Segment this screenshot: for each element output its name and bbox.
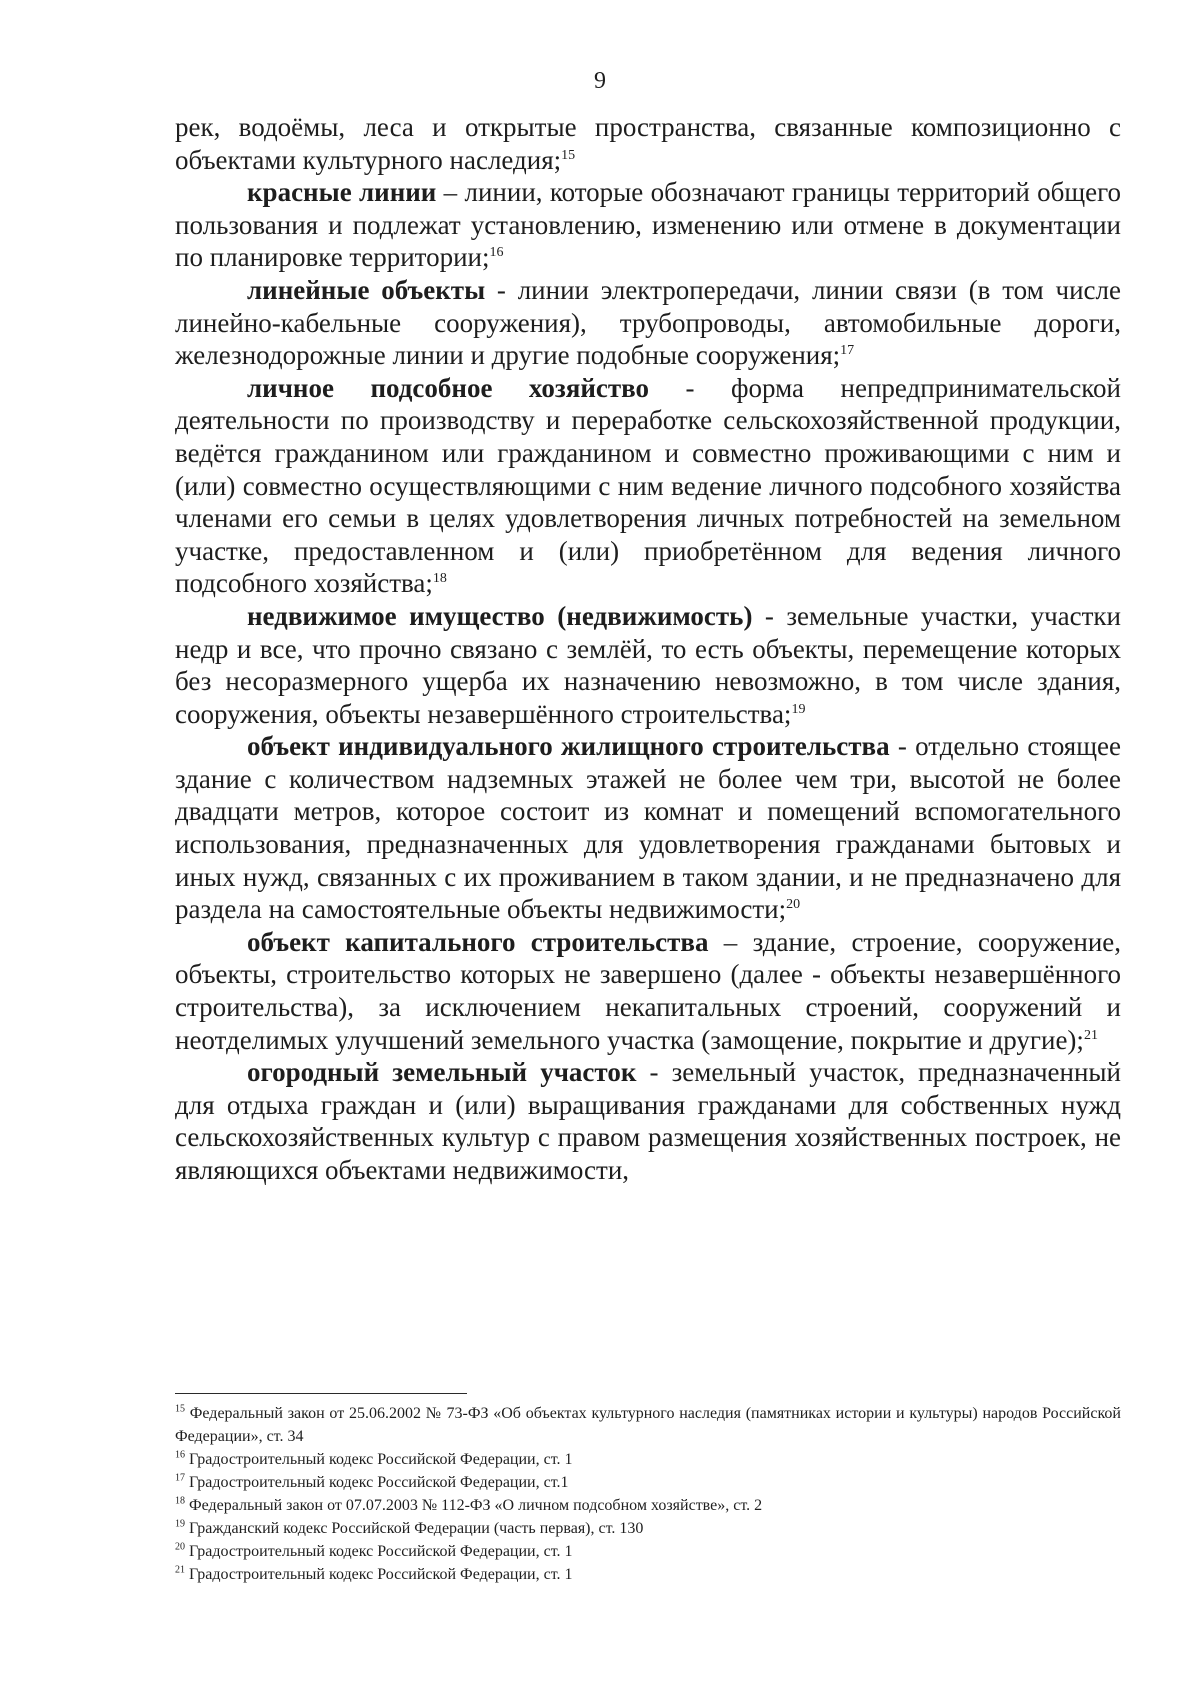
footnote	[175, 1471, 1121, 1494]
footnotes	[175, 1402, 1121, 1586]
footnote-ref: 18	[432, 571, 447, 587]
definition-capital-construction	[175, 926, 1121, 1056]
definition-personal-subsidiary-farm	[175, 372, 1121, 600]
definition-term: красные линии	[247, 177, 437, 208]
footnote	[175, 1494, 1121, 1517]
definition-term: объект капитального строительства	[247, 926, 709, 957]
footnote-ref: 17	[840, 343, 855, 359]
body-text	[175, 111, 1121, 1187]
footnote-separator	[175, 1393, 467, 1394]
definition-text: - земельный участок, предназначенный для отдыха граждан и (или) выращивания гражданами для собственных нужд сельскохозяйственных культур с правом размещения хозяйственных построек, не являющихся объектами недвижимости,	[175, 1057, 1121, 1185]
definition-term: линейные объекты	[247, 274, 486, 305]
definition-real-estate	[175, 600, 1121, 730]
definition-text: - отдельно стоящее здание с количеством надземных этажей не более чем три, высотой не более двадцати метров, которое состоит из комнат и помещений вспомогательного использования, предназначенных для удовлетворения гражданами бытовых и иных нужд, связанных с их проживанием в таком здании, и не предназначено для раздела на самостоятельные объекты недвижимости;	[175, 731, 1121, 925]
definition-red-lines	[175, 176, 1121, 274]
footnote-text: Федеральный закон от 25.06.2002 № 73-ФЗ «Об объектах культурного наследия (памятниках истории и культуры) народов Российской Федерации», ст. 34	[175, 1405, 1121, 1445]
definition-text: – здание, строение, сооружение, объекты, строительство которых не завершено (далее - объекты незавершённого строительства), за исключением некапитальных строений, сооружений и неотделимых улучшений земельного участка (замощение, покрытие и другие);	[175, 926, 1122, 1055]
footnote-text: Федеральный закон от 07.07.2003 № 112-ФЗ «О личном подсобном хозяйстве», ст. 2	[189, 1497, 763, 1514]
footnote-ref: 20	[786, 897, 801, 913]
footnote-number: 16	[175, 1449, 185, 1461]
footnote-text: Градостроительный кодекс Российской Федерации, ст.1	[189, 1474, 569, 1491]
footnote-number: 18	[175, 1495, 185, 1507]
footnote-text: Градостроительный кодекс Российской Федерации, ст. 1	[189, 1451, 573, 1468]
footnote-number: 21	[175, 1564, 185, 1576]
definition-term: недвижимое имущество (недвижимость)	[247, 600, 753, 631]
footnote-number: 20	[175, 1541, 185, 1553]
footnote	[175, 1448, 1121, 1471]
footnote	[175, 1563, 1121, 1586]
footnote	[175, 1402, 1121, 1448]
footnote-number: 17	[175, 1472, 185, 1484]
definition-term: объект индивидуального жилищного строительства	[247, 731, 890, 762]
footnote-number: 15	[175, 1403, 185, 1415]
definition-term: огородный земельный участок	[247, 1057, 637, 1088]
definition-garden-plot	[175, 1056, 1121, 1186]
footnote-ref: 21	[1083, 1027, 1098, 1043]
definition-linear-objects	[175, 274, 1121, 372]
page-number: 9	[594, 68, 606, 94]
definition-text: - форма непредпринимательской деятельности по производству и переработке сельскохозяйственной продукции, ведётся гражданином или гражданином и совместно проживающими с ним и (или) совместно осуществляющими с ним ведение личного подсобного хозяйства членами его семьи в целях удовлетворения личных потребностей на земельном участке, предоставленном и (или) приобретённом для ведения личного подсобного хозяйства;	[175, 372, 1121, 599]
definition-text: - земельные участки, участки недр и все, что прочно связано с землёй, то есть объекты, перемещение которых без несоразмерного ущерба их назначению невозможно, в том числе здания, сооружения, объекты незавершённого строительства;	[175, 600, 1121, 729]
paragraph-text: рек, водоёмы, леса и открытые пространства, связанные композиционно с объектами культурного наследия;	[175, 112, 1121, 175]
footnote-text: Градостроительный кодекс Российской Федерации, ст. 1	[189, 1566, 573, 1583]
definition-individual-housing	[175, 730, 1121, 926]
footnote-ref: 19	[791, 701, 806, 717]
paragraph-continuation	[175, 111, 1121, 176]
definition-text: – линии, которые обозначают границы территорий общего пользования и подлежат установлению, изменению или отмене в документации по планировке территории;	[175, 177, 1121, 273]
footnote-number: 19	[175, 1518, 185, 1530]
footnote	[175, 1540, 1121, 1563]
footnote-ref: 16	[489, 245, 504, 261]
footnote	[175, 1517, 1121, 1540]
footnote-ref: 15	[561, 147, 576, 163]
definition-text: - линии электропередачи, линии связи (в том числе линейно-кабельные сооружения), трубопроводы, автомобильные дороги, железнодорожные линии и другие подобные сооружения;	[175, 274, 1121, 371]
footnote-text: Градостроительный кодекс Российской Федерации, ст. 1	[189, 1543, 573, 1560]
footnote-text: Гражданский кодекс Российской Федерации (часть первая), ст. 130	[189, 1520, 644, 1537]
definition-term: личное подсобное хозяйство	[247, 372, 650, 403]
